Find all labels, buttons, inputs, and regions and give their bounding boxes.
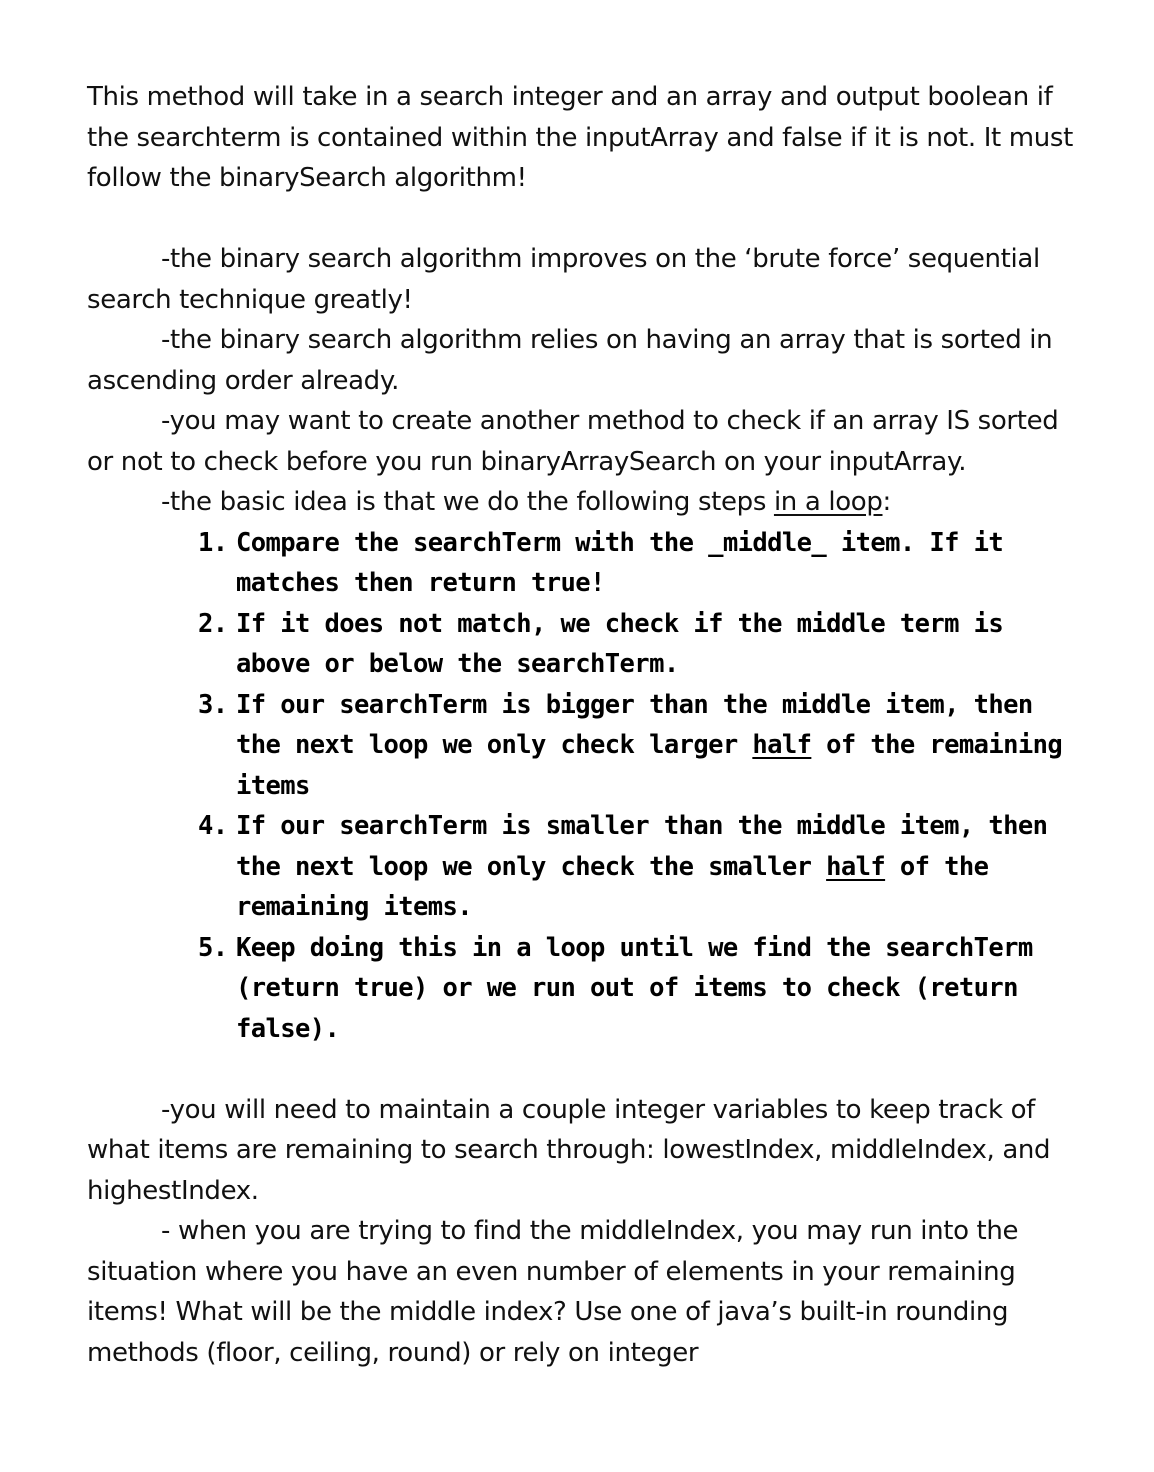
in-a-loop-underlined: in a loop (773, 487, 883, 517)
intro-paragraph: This method will take in a search integer and an array and output boolean if the searchterm is contained within the inputArray and false if it is not. It must follow the binarySearch algorithm! (87, 82, 1073, 193)
step-text-after: of the remaining items. (236, 851, 989, 922)
basic-idea-colon: : (882, 487, 891, 517)
list-item (87, 685, 1077, 807)
list-item (87, 806, 1077, 928)
algorithm-steps-list (87, 523, 1077, 1050)
document-page (87, 77, 1077, 1373)
bullet-basic-idea (87, 482, 1077, 523)
list-item (87, 604, 1077, 685)
step-number: 5. (198, 932, 228, 963)
step-text: Compare the searchTerm with the _middle_ item. If it matches then return true! (236, 527, 1004, 598)
step-text (236, 811, 1047, 922)
bullet-index-variables: -you will need to maintain a couple integer variables to keep track of what items are remaining to search through: lowestIndex, middleIndex, and highestIndex. (87, 1094, 1051, 1206)
bullet-check-sorted: -you may want to create another method to check if an array IS sorted or not to check before you run binaryArraySearch on your inputArray. (87, 406, 1059, 477)
step-number: 3. (198, 689, 228, 720)
bullet-brute-force: -the binary search algorithm improves on the ‘brute force’ sequential search technique greatly! (87, 244, 1040, 315)
step-text-before: If our searchTerm is smaller than the middle item, then the next loop we only check the smaller (236, 811, 1048, 882)
step-text-before: If our searchTerm is bigger than the middle item, then the next loop we only check larger (236, 689, 1033, 760)
step-number: 1. (198, 527, 228, 558)
paragraph-gap (87, 199, 1077, 240)
paragraph-gap (87, 1049, 1077, 1090)
step-text: If it does not match, we check if the middle term is above or below the searchTerm. (236, 608, 1004, 679)
list-item (87, 928, 1077, 1050)
step-text-after: of the remaining items (236, 730, 1063, 801)
half-underlined: half (752, 730, 812, 760)
bullet-sorted-requirement: -the binary search algorithm relies on having an array that is sorted in ascending order already. (87, 325, 1053, 396)
step-text: Keep doing this in a loop until we find the searchTerm (return true) or we run out of items to check (return false). (236, 932, 1033, 1044)
list-item (87, 523, 1077, 604)
step-number: 2. (198, 608, 228, 639)
step-number: 4. (198, 811, 228, 841)
bullet-middle-index: - when you are trying to find the middleIndex, you may run into the situation where you have an even number of elements in your remaining items! What will be the middle index? Use one of java’s built-in rounding methods (floor, ceiling, round) or rely on integer (87, 1216, 1019, 1368)
step-text (236, 690, 1062, 801)
basic-idea-text: -the basic idea is that we do the following steps (161, 487, 774, 517)
half-underlined: half (826, 851, 886, 882)
